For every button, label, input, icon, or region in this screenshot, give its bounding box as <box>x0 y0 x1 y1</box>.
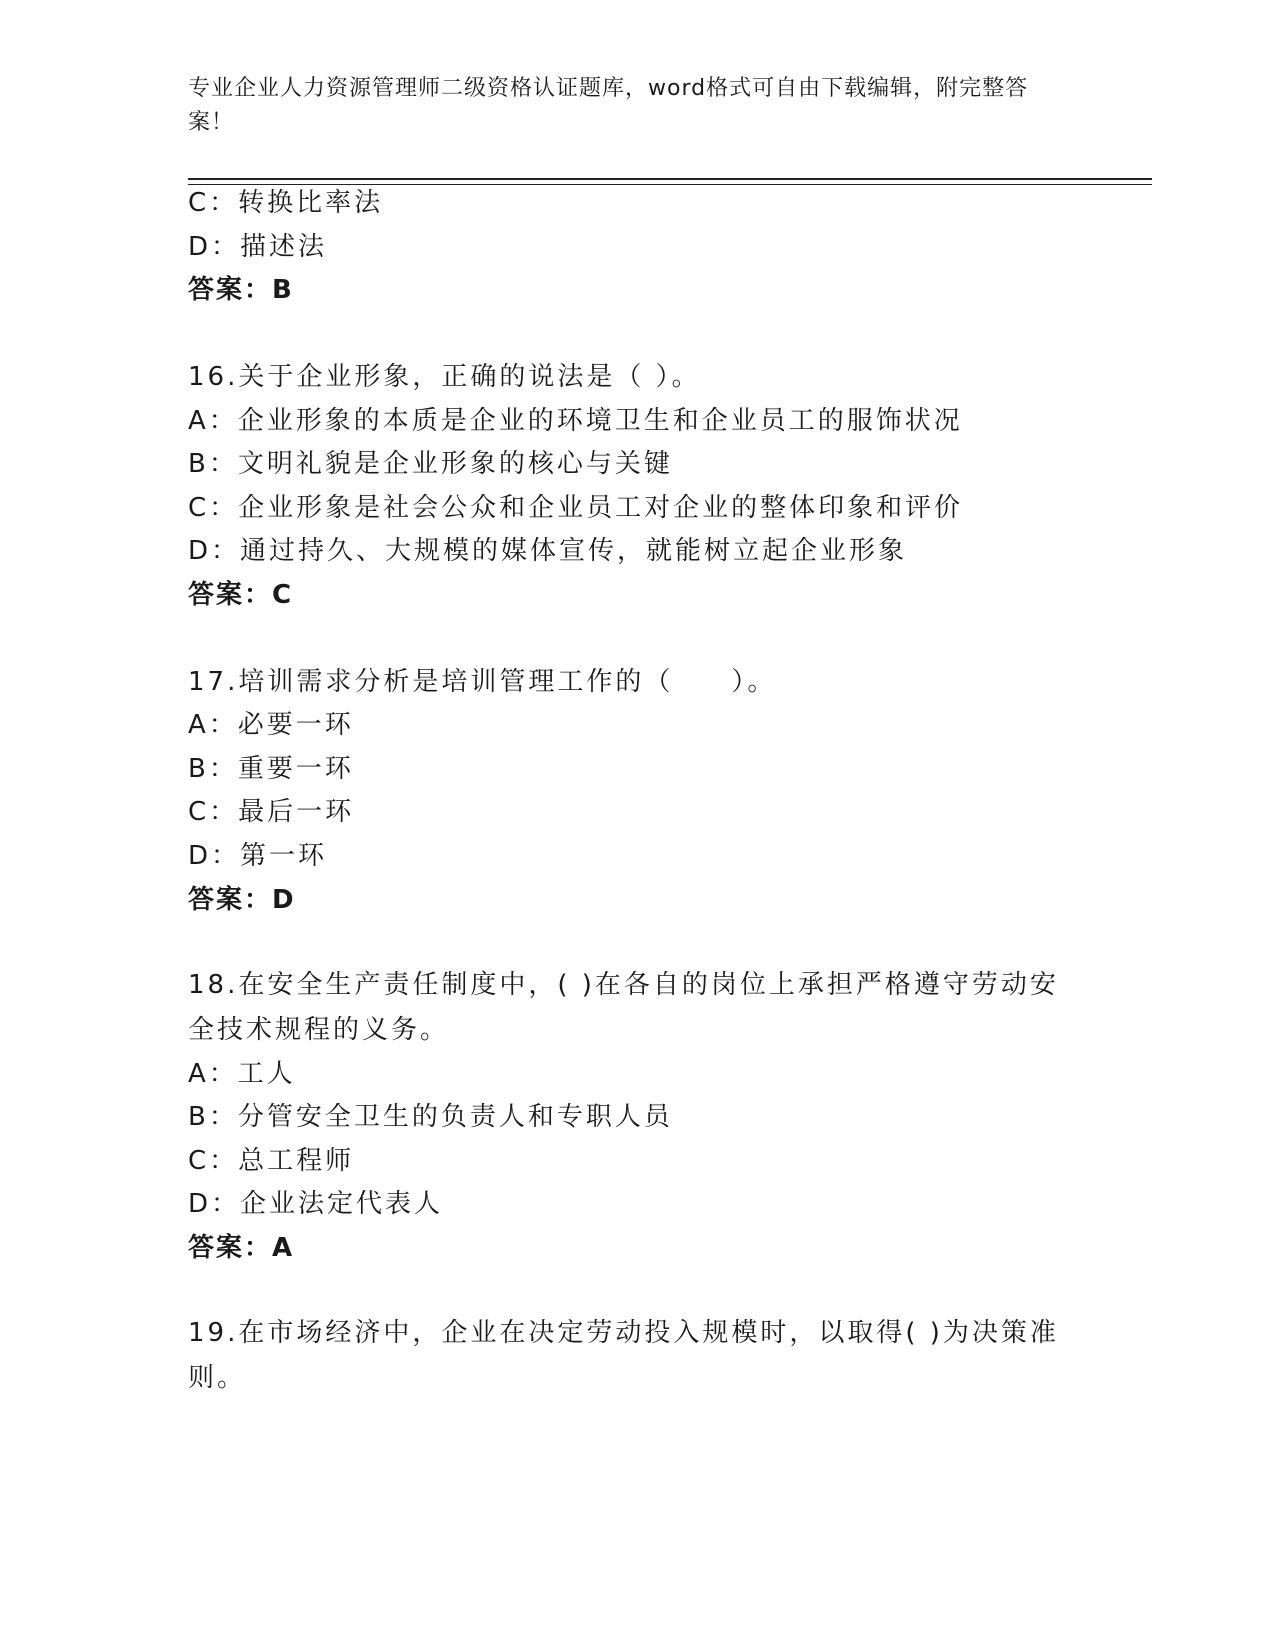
option-c: C：转换比率法 <box>188 188 384 218</box>
question-16-option-d: D：通过持久、大规模的媒体宣传，就能树立起企业形象 <box>188 536 908 566</box>
question-19-stem: 19.在市场经济中，企业在决定劳动投入规模时，以取得( )为决策准则。 <box>188 1318 1059 1393</box>
question-16-option-b: B：文明礼貌是企业形象的核心与关键 <box>188 449 673 479</box>
question-18-option-b: B：分管安全卫生的负责人和专职人员 <box>188 1102 673 1132</box>
question-17-option-b: B：重要一环 <box>188 754 354 784</box>
question-17-answer: 答案：D <box>188 885 296 915</box>
question-18-stem: 18.在安全生产责任制度中，( )在各自的岗位上承担严格遵守劳动安全技术规程的义务。 <box>188 970 1059 1045</box>
question-17-option-c: C：最后一环 <box>188 797 355 827</box>
question-18-option-d: D：企业法定代表人 <box>188 1189 444 1219</box>
question-16-stem: 16.关于企业形象，正确的说法是（ ）。 <box>188 362 701 392</box>
question-16-answer: 答案：C <box>188 580 294 610</box>
question-18-option-c: C：总工程师 <box>188 1146 355 1176</box>
header-rule-thin <box>188 184 1152 185</box>
page-header: 专业企业人力资源管理师二级资格认证题库，word格式可自由下载编辑，附完整答案！ <box>188 76 1029 135</box>
question-17-option-d: D：第一环 <box>188 841 328 871</box>
question-17-option-a: A：必要一环 <box>188 710 354 740</box>
question-18-answer: 答案：A <box>188 1233 295 1263</box>
question-17-stem: 17.培训需求分析是培训管理工作的（ ）。 <box>188 667 777 697</box>
question-18-option-a: A：工人 <box>188 1059 296 1089</box>
question-16-option-c: C：企业形象是社会公众和企业员工对企业的整体印象和评价 <box>188 493 964 523</box>
option-d: D：描述法 <box>188 232 328 262</box>
answer-line: 答案：B <box>188 275 294 305</box>
header-rule-thick <box>188 178 1152 180</box>
question-16-option-a: A：企业形象的本质是企业的环境卫生和企业员工的服饰状况 <box>188 406 963 436</box>
